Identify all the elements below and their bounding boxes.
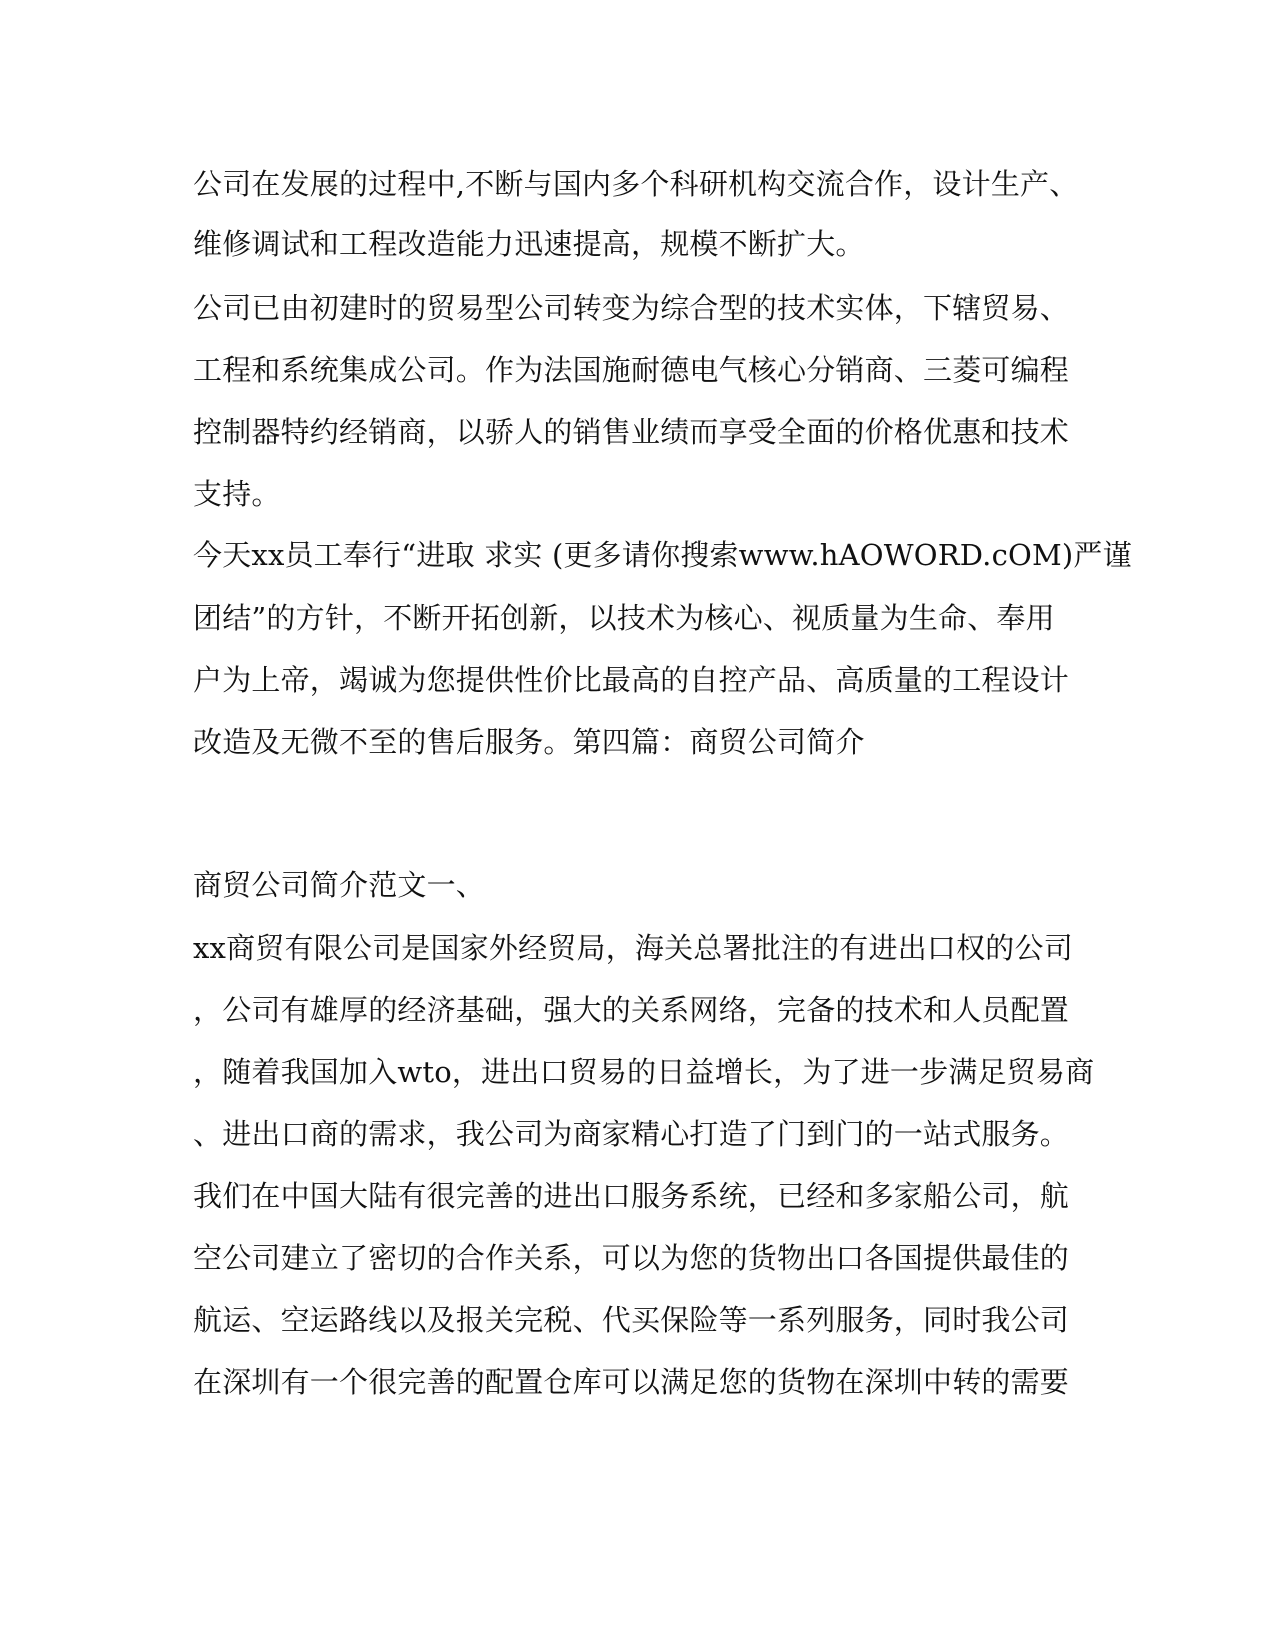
text-line: 在深圳有一个很完善的配置仓库可以满足您的货物在深圳中转的需要 [193, 1365, 1070, 1399]
text-line: 我们在中国大陆有很完善的进出口服务系统，已经和多家船公司，航 [193, 1179, 1070, 1213]
text-line: 空公司建立了密切的合作关系，可以为您的货物出口各国提供最佳的 [193, 1241, 1070, 1275]
text-line: ，公司有雄厚的经济基础，强大的关系网络，完备的技术和人员配置 [193, 993, 1070, 1027]
text-line: 改造及无微不至的售后服务。第四篇：商贸公司简介 [193, 725, 865, 759]
text-line: 公司已由初建时的贸易型公司转变为综合型的技术实体，下辖贸易、 [193, 291, 1070, 325]
text-line: 工程和系统集成公司。作为法国施耐德电气核心分销商、三菱可编程 [193, 353, 1070, 387]
text-line: 公司在发展的过程中,不断与国内多个科研机构交流合作，设计生产、 [193, 167, 1079, 201]
text-line: 航运、空运路线以及报关完税、代买保险等一系列服务，同时我公司 [193, 1303, 1070, 1337]
text-line: ，随着我国加入wto，进出口贸易的日益增长，为了进一步满足贸易商 [193, 1055, 1095, 1089]
section-heading: 商贸公司简介范文一、 [193, 868, 486, 902]
text-line: 今天xx员工奉行“进取 求实 (更多请你搜索www.hAOWORD.cOM)严谨 [193, 538, 1132, 572]
text-line: xx商贸有限公司是国家外经贸局，海关总署批注的有进出口权的公司 [193, 931, 1073, 965]
text-line: 团结”的方针，不断开拓创新，以技术为核心、视质量为生命、奉用 [193, 601, 1055, 635]
text-line: 控制器特约经销商，以骄人的销售业绩而享受全面的价格优惠和技术 [193, 415, 1070, 449]
text-line: 维修调试和工程改造能力迅速提高，规模不断扩大。 [193, 227, 865, 261]
text-line: 支持。 [193, 477, 281, 511]
text-line: 户为上帝，竭诚为您提供性价比最高的自控产品、高质量的工程设计 [193, 663, 1070, 697]
text-line: 、进出口商的需求，我公司为商家精心打造了门到门的一站式服务。 [193, 1117, 1070, 1151]
